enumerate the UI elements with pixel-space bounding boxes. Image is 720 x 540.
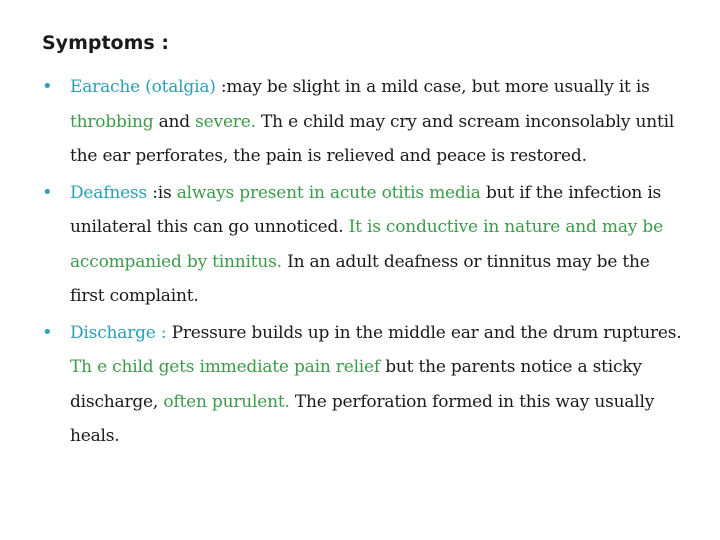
symptom-item-earache xyxy=(42,70,687,174)
bullet-icon: • xyxy=(42,181,53,203)
symptom-highlight: often purulent. xyxy=(163,391,290,412)
symptom-text: :may be slight in a mild case, but more usually it is xyxy=(215,77,650,97)
symptom-list xyxy=(42,70,687,456)
symptom-item-discharge xyxy=(42,316,687,454)
symptom-text: In an adult deafness or tinnitus may be the first complaint. xyxy=(70,251,650,306)
symptom-term: Deafness xyxy=(70,182,147,203)
symptom-item-deafness xyxy=(42,176,687,314)
symptom-text: Th e child may cry and scream inconsolably until the ear perforates, the pain is relieved and peace is restored. xyxy=(70,111,675,166)
symptom-highlight: It is conductive in nature and may be accompanied by tinnitus. xyxy=(70,217,663,272)
symptom-highlight: throbbing xyxy=(70,111,154,132)
symptom-highlight: always present in acute otitis media xyxy=(176,182,481,203)
symptom-term: Earache (otalgia) xyxy=(70,77,216,97)
symptom-highlight: Th e child gets immediate pain relief xyxy=(70,357,380,377)
symptom-text: and xyxy=(153,111,196,132)
symptom-highlight: severe. xyxy=(195,111,256,132)
symptom-text: The perforation formed in this way usually heals. xyxy=(70,391,655,446)
symptom-text: Pressure builds up in the middle ear and the drum ruptures. xyxy=(166,322,682,343)
bullet-icon: • xyxy=(42,321,53,343)
symptom-text: but if the infection is unilateral this can go unnoticed. xyxy=(70,182,662,237)
symptom-text: but the parents notice a sticky discharge, xyxy=(70,357,642,412)
bullet-icon: • xyxy=(42,76,53,97)
symptom-text: :is xyxy=(146,182,177,203)
slide-heading: Symptoms : xyxy=(42,32,169,54)
symptom-term: Discharge : xyxy=(70,322,167,343)
